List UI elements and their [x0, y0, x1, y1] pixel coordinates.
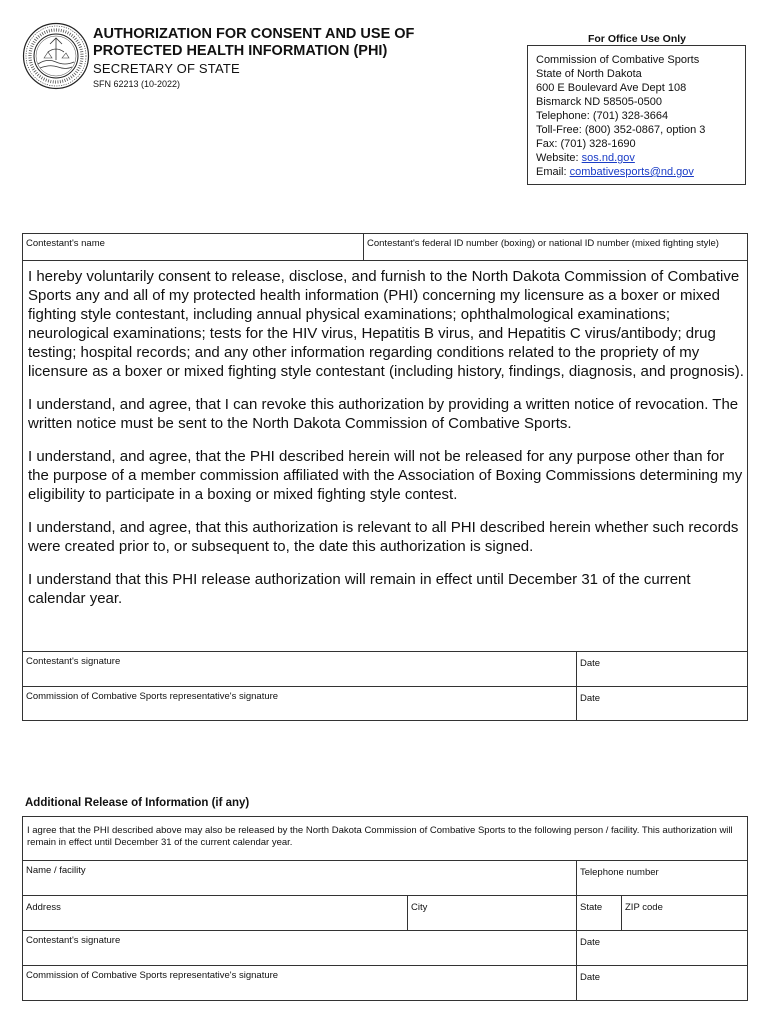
zip-label: ZIP code [625, 902, 663, 913]
date-label: Date [580, 937, 601, 948]
date-label: Date [580, 658, 601, 669]
telephone-field[interactable] [576, 860, 748, 896]
contestant-signature-label: Contestant's signature [26, 656, 121, 667]
form-title-line2: PROTECTED HEALTH INFORMATION (PHI) [93, 43, 388, 59]
name-facility-label: Name / facility [26, 865, 86, 876]
zip-field[interactable] [621, 895, 748, 931]
additional-contestant-signature-field[interactable] [22, 930, 577, 966]
date-label: Date [580, 972, 601, 983]
address-label: Address [26, 902, 61, 913]
contestant-name-field[interactable] [22, 233, 364, 261]
contestant-signature-field[interactable] [22, 651, 577, 687]
additional-contestant-date-field[interactable] [576, 930, 748, 966]
email-link[interactable]: combativesports@nd.gov [569, 166, 694, 178]
consent-statement [22, 260, 748, 651]
date-label: Date [580, 693, 601, 704]
federal-id-field[interactable] [363, 233, 748, 261]
consent-paragraph: I understand that this PHI release authorization will remain in effect until December 31 of the current calendar year. [28, 571, 691, 607]
office-email-row [536, 165, 745, 179]
agency-name: SECRETARY OF STATE [93, 61, 240, 76]
commission-signature-label: Commission of Combative Sports representative's signature [26, 691, 279, 702]
consent-paragraph: I understand, and agree, that the PHI described herein will not be released for any purpose other than for the purpose of a member commission affiliated with the Association of Boxing Commissions determining my eligibility to participate in a boxing or mixed fighting style contest. [28, 448, 743, 503]
additional-release-title: Additional Release of Information (if any) [25, 797, 250, 809]
state-field[interactable] [576, 895, 622, 931]
commission-date-field[interactable] [576, 686, 748, 721]
contestant-date-field[interactable] [576, 651, 748, 687]
form-number: SFN 62213 (10-2022) [93, 79, 181, 89]
consent-paragraph: I understand, and agree, that I can revoke this authorization by providing a written notice of revocation. The written notice must be sent to the North Dakota Commission of Combative Sports. [28, 396, 739, 432]
office-line: Toll-Free: (800) 352-0867, option 3 [536, 124, 706, 136]
federal-id-label: Contestant's federal ID number (boxing) or national ID number (mixed fighting style) [367, 238, 719, 249]
office-line: State of North Dakota [536, 68, 642, 80]
consent-paragraph: I understand, and agree, that this authorization is relevant to all PHI described herein whether such records were created prior to, or subsequent to, the date this authorization is signed. [28, 519, 739, 555]
contestant-name-label: Contestant's name [26, 238, 105, 249]
office-line: Commission of Combative Sports [536, 54, 700, 66]
office-line: 600 E Boulevard Ave Dept 108 [536, 82, 687, 94]
commission-signature-label: Commission of Combative Sports representative's signature [26, 970, 279, 981]
name-facility-field[interactable] [22, 860, 577, 896]
website-link[interactable]: sos.nd.gov [581, 152, 635, 164]
additional-commission-date-field[interactable] [576, 965, 748, 1001]
consent-paragraph: I hereby voluntarily consent to release, disclose, and furnish to the North Dakota Commission of Combative Sports any and all of my protected health information (PHI) concerning my licensure as a boxer or mixed fighting style contestant, including annual physical examinations; ophthalmological examinations; neurological examinations; tests for the HIV virus, Hepatitis B virus, and Hepatitis C virus/antibody; drug testing; hospital records; and any other information regarding conditions related to the propriety of my licensure as a boxer or mixed fighting style contestant (including history, findings, diagnosis, and prognosis). [28, 268, 744, 380]
additional-consent-text: I agree that the PHI described above may also be released by the North Dakota Commission of Combative Sports to the following person / facility. This authorization will remain in effect until December 31 of the current calendar year. [22, 816, 748, 861]
city-field[interactable] [407, 895, 577, 931]
office-line: Fax: (701) 328-1690 [536, 138, 636, 150]
state-label: State [580, 902, 603, 913]
telephone-label: Telephone number [580, 867, 659, 878]
office-line: Telephone: (701) 328-3664 [536, 110, 669, 122]
state-seal-icon [22, 22, 90, 90]
office-use-box [527, 45, 746, 185]
office-use-label: For Office Use Only [587, 33, 687, 45]
office-line: Bismarck ND 58505-0500 [536, 96, 662, 108]
address-field[interactable] [22, 895, 408, 931]
form-title-line1: AUTHORIZATION FOR CONSENT AND USE OF [93, 26, 415, 42]
additional-commission-signature-field[interactable] [22, 965, 577, 1001]
commission-signature-field[interactable] [22, 686, 577, 721]
email-label: Email: [536, 166, 570, 178]
city-label: City [411, 902, 428, 913]
website-label: Website: [536, 152, 582, 164]
office-website-row [536, 151, 745, 165]
form-title [93, 26, 443, 60]
contestant-signature-label: Contestant's signature [26, 935, 121, 946]
